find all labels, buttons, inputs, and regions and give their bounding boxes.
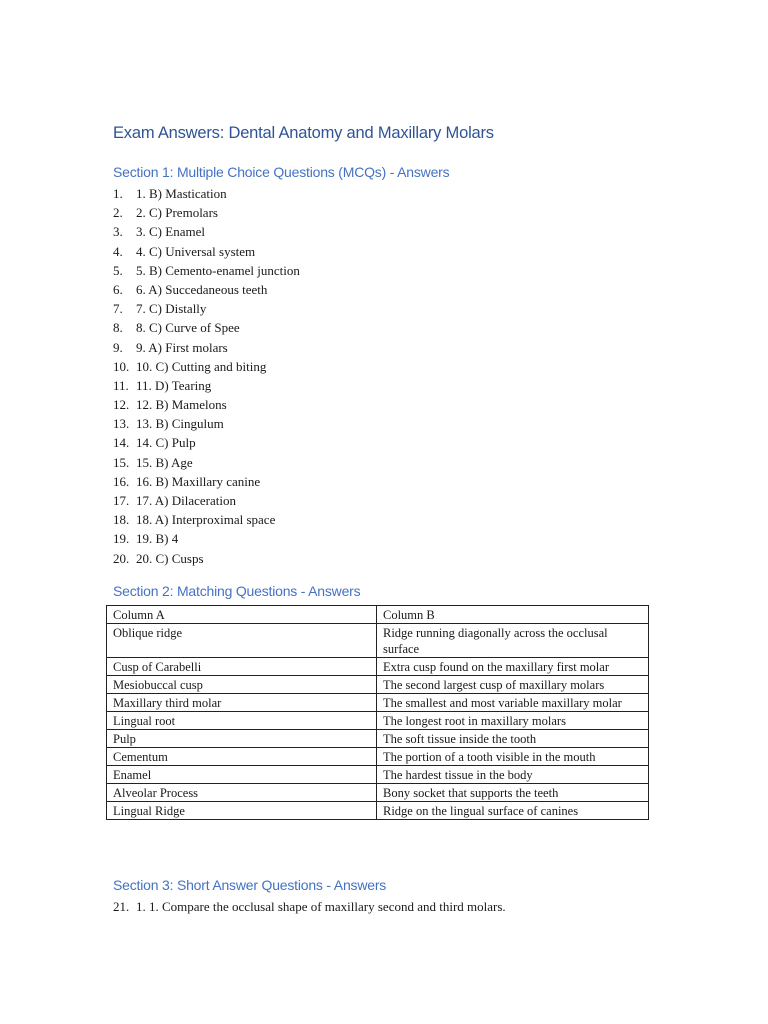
item-text: 6. A) Succedaneous teeth: [136, 281, 268, 297]
table-cell: Ridge running diagonally across the occlusal surface: [377, 624, 649, 658]
item-text: 3. C) Enamel: [136, 224, 205, 240]
table-header-row: [107, 606, 649, 624]
item-number: 5.: [113, 262, 123, 278]
item-number: 11.: [113, 377, 129, 393]
item-text: 11. D) Tearing: [136, 377, 212, 393]
item-text: 4. C) Universal system: [136, 243, 256, 259]
item-text: 10. C) Cutting and biting: [136, 358, 267, 374]
table-cell: Cusp of Carabelli: [107, 658, 377, 676]
item-text: 18. A) Interproximal space: [136, 512, 276, 528]
item-text: 7. C) Distally: [136, 301, 207, 317]
list-item: [113, 395, 300, 414]
item-text: 2. C) Premolars: [136, 205, 218, 221]
list-item: [113, 376, 300, 395]
item-text: 8. C) Curve of Spee: [136, 320, 240, 336]
table-row: [107, 766, 649, 784]
table-row: [107, 748, 649, 766]
list-item: [113, 510, 300, 529]
column-header: Column B: [377, 606, 649, 624]
table-cell: The soft tissue inside the tooth: [377, 730, 649, 748]
list-item: [113, 280, 300, 299]
item-number: 9.: [113, 339, 123, 355]
item-text: 20. C) Cusps: [136, 550, 204, 566]
item-number: 13.: [113, 416, 130, 432]
table-row: [107, 676, 649, 694]
list-item: [113, 491, 300, 510]
table-row: [107, 694, 649, 712]
table-cell: Bony socket that supports the teeth: [377, 784, 649, 802]
table-cell: Cementum: [107, 748, 377, 766]
item-text: 13. B) Cingulum: [136, 416, 224, 432]
table-row: [107, 624, 649, 658]
item-number: 3.: [113, 224, 123, 240]
item-number: 20.: [113, 550, 130, 566]
item-text: 16. B) Maxillary canine: [136, 473, 261, 489]
table-cell: The longest root in maxillary molars: [377, 712, 649, 730]
item-text: 15. B) Age: [136, 454, 193, 470]
section1-heading: Section 1: Multiple Choice Questions (MCQs) - Answers: [113, 164, 450, 180]
table-row: [107, 730, 649, 748]
table-cell: Mesiobuccal cusp: [107, 676, 377, 694]
item-number: 17.: [113, 493, 130, 508]
item-number: 21.: [113, 899, 130, 914]
list-item: [113, 433, 300, 452]
list-item: [113, 222, 300, 241]
table-cell: Enamel: [107, 766, 377, 784]
table-cell: Maxillary third molar: [107, 694, 377, 712]
section3-heading: Section 3: Short Answer Questions - Answers: [113, 877, 387, 893]
table-cell: Ridge on the lingual surface of canines: [377, 802, 649, 820]
table-row: [107, 802, 649, 820]
list-item: [113, 414, 300, 433]
item-number: 7.: [113, 301, 123, 317]
list-item: [113, 357, 300, 376]
list-item: [113, 203, 300, 222]
item-text: 17. A) Dilaceration: [136, 493, 236, 508]
list-item: [113, 299, 300, 318]
table-row: [107, 712, 649, 730]
item-number: 15.: [113, 454, 130, 470]
list-item: [113, 242, 300, 261]
table-row: [107, 784, 649, 802]
table-cell: Pulp: [107, 730, 377, 748]
short-answer-item: [113, 899, 506, 915]
list-item: [113, 184, 300, 203]
item-number: 8.: [113, 320, 123, 336]
item-number: 1.: [113, 186, 123, 201]
item-number: 12.: [113, 397, 130, 413]
item-text: 1. 1. Compare the occlusal shape of maxillary second and third molars.: [136, 899, 506, 914]
table-cell: Oblique ridge: [107, 624, 377, 658]
list-item: [113, 261, 300, 280]
table-cell: Extra cusp found on the maxillary first molar: [377, 658, 649, 676]
item-text: 1. B) Mastication: [136, 186, 227, 201]
table-cell: The hardest tissue in the body: [377, 766, 649, 784]
item-number: 10.: [113, 358, 130, 374]
list-item: [113, 472, 300, 491]
item-number: 18.: [113, 512, 130, 528]
table-row: [107, 658, 649, 676]
table-cell: Lingual root: [107, 712, 377, 730]
item-number: 19.: [113, 531, 130, 547]
document-title: Exam Answers: Dental Anatomy and Maxillary Molars: [113, 124, 494, 142]
list-item: [113, 549, 300, 568]
mcq-answer-list: [113, 184, 300, 568]
column-header: Column A: [107, 606, 377, 624]
list-item: [113, 338, 300, 357]
section2-heading: Section 2: Matching Questions - Answers: [113, 583, 361, 599]
item-number: 16.: [113, 473, 130, 489]
list-item: [113, 318, 300, 337]
matching-table: [106, 605, 649, 820]
item-number: 4.: [113, 243, 123, 259]
table-cell: The portion of a tooth visible in the mouth: [377, 748, 649, 766]
item-text: 12. B) Mamelons: [136, 397, 227, 413]
item-number: 2.: [113, 205, 123, 221]
item-text: 14. C) Pulp: [136, 435, 196, 451]
item-text: 9. A) First molars: [136, 339, 228, 355]
item-text: 19. B) 4: [136, 531, 179, 547]
table-cell: The second largest cusp of maxillary molars: [377, 676, 649, 694]
item-number: 6.: [113, 281, 123, 297]
list-item: [113, 529, 300, 548]
item-number: 14.: [113, 435, 130, 451]
table-cell: The smallest and most variable maxillary molar: [377, 694, 649, 712]
item-text: 5. B) Cemento-enamel junction: [136, 262, 300, 278]
table-cell: Alveolar Process: [107, 784, 377, 802]
list-item: [113, 453, 300, 472]
table-cell: Lingual Ridge: [107, 802, 377, 820]
